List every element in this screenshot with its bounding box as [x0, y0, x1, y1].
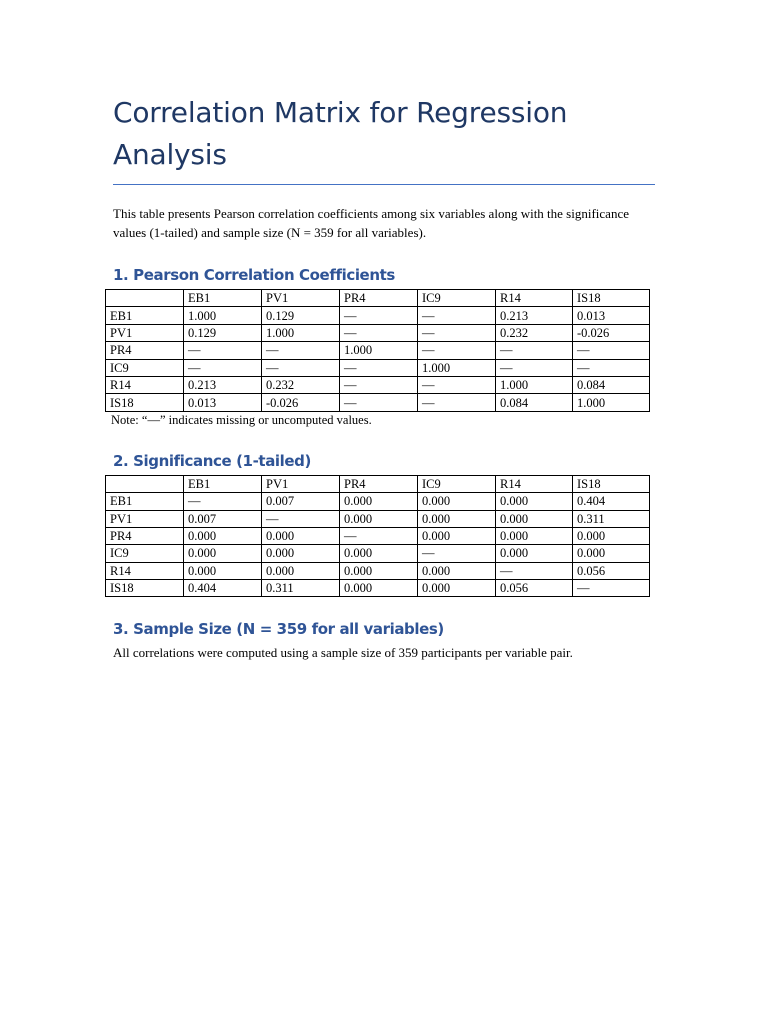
table-cell: —: [340, 324, 418, 341]
table-row: [106, 394, 650, 411]
table-cell: —: [418, 324, 496, 341]
table-cell: 0.000: [418, 580, 496, 597]
table-row: [106, 545, 650, 562]
table-cell: 0.000: [340, 580, 418, 597]
row-header-cell: IS18: [106, 394, 184, 411]
table-cell: 0.213: [496, 307, 573, 324]
table-row: [106, 527, 650, 544]
title-underline: [113, 184, 655, 185]
table-cell: 0.404: [573, 493, 650, 510]
table-cell: -0.026: [573, 324, 650, 341]
table-cell: —: [262, 342, 340, 359]
table-cell: 0.311: [573, 510, 650, 527]
intro-paragraph: This table presents Pearson correlation coefficients among six variables along with the significance values (1-tailed) and sample size (N = 359 for all variables).: [113, 206, 629, 240]
table-cell: 0.013: [184, 394, 262, 411]
table-cell: 0.000: [418, 562, 496, 579]
table-header-row: [106, 290, 650, 307]
column-header-cell: R14: [496, 290, 573, 307]
table-row: [106, 510, 650, 527]
table-cell: —: [340, 359, 418, 376]
table-cell: —: [340, 307, 418, 324]
column-header-cell: EB1: [184, 290, 262, 307]
table-cell: —: [573, 580, 650, 597]
column-header-cell: IS18: [573, 290, 650, 307]
table-cell: —: [418, 307, 496, 324]
table-cell: —: [340, 527, 418, 544]
table-cell: 0.000: [184, 562, 262, 579]
row-header-cell: R14: [106, 376, 184, 393]
table-row: [106, 342, 650, 359]
row-header-cell: PV1: [106, 324, 184, 341]
row-header-cell: PR4: [106, 342, 184, 359]
page-title: Correlation Matrix for Regression Analysis: [113, 96, 568, 171]
table-cell: 0.000: [573, 527, 650, 544]
column-header-cell: PV1: [262, 475, 340, 492]
column-header-cell: PV1: [262, 290, 340, 307]
table-cell: —: [496, 562, 573, 579]
table-cell: —: [418, 342, 496, 359]
table-cell: 1.000: [340, 342, 418, 359]
significance-table: [105, 475, 650, 598]
table-cell: 1.000: [184, 307, 262, 324]
table-cell: —: [573, 342, 650, 359]
table-row: [106, 580, 650, 597]
document-page: [110, 92, 655, 662]
table-row: [106, 376, 650, 393]
table-cell: —: [262, 359, 340, 376]
section-heading-sample-size: 3. Sample Size (N = 359 for all variables): [113, 620, 444, 639]
column-header-cell: R14: [496, 475, 573, 492]
table-cell: —: [184, 342, 262, 359]
table-cell: 0.000: [262, 562, 340, 579]
table-cell: 0.056: [496, 580, 573, 597]
column-header-cell: EB1: [184, 475, 262, 492]
table-cell: —: [418, 545, 496, 562]
row-header-cell: PR4: [106, 527, 184, 544]
table-cell: 0.000: [340, 510, 418, 527]
table-cell: 0.404: [184, 580, 262, 597]
table-cell: 0.084: [496, 394, 573, 411]
table-cell: 1.000: [496, 376, 573, 393]
table-cell: 0.056: [573, 562, 650, 579]
table-cell: 0.084: [573, 376, 650, 393]
table-cell: —: [340, 394, 418, 411]
table-note: Note: “—” indicates missing or uncomputed values.: [111, 412, 372, 427]
row-header-cell: R14: [106, 562, 184, 579]
table-cell: 0.129: [262, 307, 340, 324]
column-header-cell: IC9: [418, 475, 496, 492]
table-cell: 0.213: [184, 376, 262, 393]
table-cell: 0.232: [262, 376, 340, 393]
table-cell: 0.000: [496, 510, 573, 527]
row-header-cell: EB1: [106, 307, 184, 324]
table-cell: 0.000: [184, 527, 262, 544]
column-header-cell: IS18: [573, 475, 650, 492]
table-cell: 0.000: [340, 545, 418, 562]
table-cell: 0.000: [262, 545, 340, 562]
section-heading-significance: 2. Significance (1-tailed): [113, 451, 311, 470]
table-cell: 0.000: [262, 527, 340, 544]
header-corner-cell: [106, 475, 184, 492]
table-cell: —: [496, 359, 573, 376]
table-cell: 0.007: [184, 510, 262, 527]
table-cell: 1.000: [262, 324, 340, 341]
row-header-cell: EB1: [106, 493, 184, 510]
table-cell: —: [418, 394, 496, 411]
table-cell: —: [573, 359, 650, 376]
table-cell: —: [496, 342, 573, 359]
table-cell: —: [262, 510, 340, 527]
table-cell: 0.311: [262, 580, 340, 597]
row-header-cell: IC9: [106, 545, 184, 562]
table-cell: 0.129: [184, 324, 262, 341]
table-cell: 0.000: [418, 493, 496, 510]
table-row: [106, 562, 650, 579]
table-cell: 0.000: [496, 527, 573, 544]
table-header-row: [106, 475, 650, 492]
table-cell: 0.000: [418, 527, 496, 544]
table-cell: —: [418, 376, 496, 393]
table-cell: -0.026: [262, 394, 340, 411]
column-header-cell: IC9: [418, 290, 496, 307]
table-row: [106, 324, 650, 341]
table-cell: 0.232: [496, 324, 573, 341]
table-cell: —: [184, 493, 262, 510]
sample-size-paragraph: All correlations were computed using a sample size of 359 participants per variable pair.: [113, 645, 573, 661]
row-header-cell: IS18: [106, 580, 184, 597]
column-header-cell: PR4: [340, 475, 418, 492]
table-cell: 0.013: [573, 307, 650, 324]
table-cell: 0.000: [184, 545, 262, 562]
table-cell: —: [340, 376, 418, 393]
column-header-cell: PR4: [340, 290, 418, 307]
table-cell: —: [184, 359, 262, 376]
table-cell: 0.007: [262, 493, 340, 510]
table-row: [106, 493, 650, 510]
table-cell: 0.000: [496, 493, 573, 510]
table-row: [106, 307, 650, 324]
table-cell: 0.000: [573, 545, 650, 562]
section-heading-pearson: 1. Pearson Correlation Coefficients: [113, 266, 395, 284]
table-cell: 0.000: [340, 562, 418, 579]
correlation-table: [105, 289, 650, 412]
row-header-cell: IC9: [106, 359, 184, 376]
table-cell: 1.000: [418, 359, 496, 376]
table-cell: 0.000: [418, 510, 496, 527]
table-cell: 1.000: [573, 394, 650, 411]
table-cell: 0.000: [496, 545, 573, 562]
table-cell: 0.000: [340, 493, 418, 510]
header-corner-cell: [106, 290, 184, 307]
row-header-cell: PV1: [106, 510, 184, 527]
table-row: [106, 359, 650, 376]
